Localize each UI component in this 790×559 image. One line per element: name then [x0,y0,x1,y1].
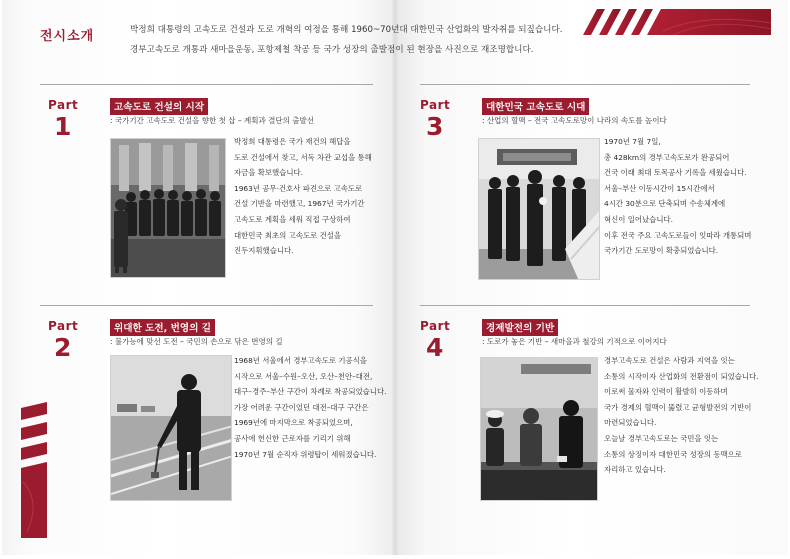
body-line: 1970년 7월 순직자 위령탑이 세워졌습니다. [234,449,377,459]
body-line: 국가기간 도로망이 확충되었습니다. [604,246,719,256]
part-subtitle: : 불가능에 맞선 도전 – 국민의 손으로 닦은 번영의 길 [110,337,283,346]
intro-title: 전시소개 [40,29,95,44]
body-line: 이후 전국 주요 고속도로들이 잇따라 개통되며 [604,230,752,240]
photo-highway-opening-ceremony [478,138,600,280]
part-number: 4 [426,333,444,362]
part-1-body [234,134,372,259]
part-3-section [420,98,790,308]
body-line: 1963년 공무·건호사 파견으로 고속도로 [234,183,363,193]
body-line: 건국 이래 최대 토목공사 기록을 세웠습니다. [604,168,747,178]
body-line: 건설 기반을 마련했고, 1967년 국가기간 [234,199,365,209]
part-4-body [604,353,759,478]
part-number: 2 [54,333,72,362]
body-line: 1970년 7월 7일, [604,137,661,146]
body-line: 혁신이 일어났습니다. [604,214,673,224]
body-line: 1969년에 마지막으로 착공되었으며, [234,418,353,428]
part-title: 위대한 도전, 번영의 길 [110,319,215,336]
part-subtitle: : 국가기간 고속도로 건설을 향한 첫 삽 – 계획과 결단의 출발선 [110,116,314,125]
body-line: 도로 건설에서 찾고, 서독 차관 교섭을 통해 [234,152,372,162]
part-subtitle: : 도로가 놓은 기반 – 새마을과 철강의 기적으로 이어지다 [482,337,667,346]
body-line: 박정희 대통령은 국가 재건의 해답을 [234,137,351,146]
body-line: 소통의 시작이자 산업화의 전환점이 되었습니다. [604,371,759,381]
part-2-body [234,353,386,462]
body-line: 서울–부산 이동시간이 15시간에서 [604,183,715,193]
decorative-stripes-top [583,9,771,35]
part-label: Part [420,98,451,112]
photo-officials-lineup [110,138,226,278]
body-line: 1968년 서울에서 경부고속도로 기공식을 [234,356,367,365]
body-line: 대한민국 최초의 고속도로 건설을 [234,230,342,240]
body-line: 오늘날 경부고속도로는 국민을 잇는 [604,433,719,443]
body-line: 고속도로 계획을 세워 직접 구상하여 [234,214,351,224]
part-1-section [48,98,418,308]
body-line: 대구–경주–부산 구간이 차례로 착공되었습니다. [234,387,387,397]
photo-groundbreaking-ceremony [110,355,232,501]
body-line: 가장 어려운 구간이었던 대전–대구 구간은 [234,402,369,412]
part-title: 고속도로 건설의 시작 [110,98,208,115]
part-subtitle: : 산업의 혈맥 – 전국 고속도로망이 나라의 속도를 높이다 [482,116,667,125]
body-line: 자금을 확보했습니다. [234,168,303,178]
body-line: 마련되었습니다. [604,418,657,428]
divider-right-top [420,84,750,85]
body-line: 자리하고 있습니다. [604,465,666,475]
body-line: 공사에 헌신한 근로자를 기리기 위해 [234,433,351,443]
part-label: Part [48,98,79,112]
intro-line-2: 경부고속도로 개통과 새마을운동, 포항제철 착공 등 국가 성장의 출발점이 된 현장을 사진으로 재조명합니다. [130,45,534,55]
body-line: 시작으로 서울–수원–오산, 오산–천안–대전, [234,371,373,381]
body-line: 소통의 상징이자 대한민국 성장의 동맥으로 [604,449,742,459]
part-3-body [604,134,751,259]
photo-steelworks-groundbreaking [480,357,598,501]
body-line: 진두지휘했습니다. [234,246,294,256]
part-label: Part [420,319,451,333]
part-number: 3 [426,112,444,141]
part-title: 경제발전의 기반 [482,319,558,336]
body-line: 이로써 물자와 인력이 활발히 이동하며 [604,387,728,397]
body-line: 국가 경제의 혈맥이 뚫렸고 균형발전의 기반이 [604,402,752,412]
divider-left-top [40,84,373,85]
part-2-section [48,319,418,529]
body-line: 총 428km의 경부고속도로가 완공되어 [604,152,730,162]
part-4-section [420,319,790,529]
body-line: 경부고속도로 건설은 사람과 지역을 잇는 [604,356,735,365]
part-number: 1 [54,112,72,141]
part-label: Part [48,319,79,333]
intro-line-1: 박정희 대통령의 고속도로 건설과 도로 개혁의 여정을 통해 1960~70년대 대한민국 산업화의 발자취를 되짚습니다. [130,25,563,35]
body-line: 4시간 30분으로 단축되며 수송체계에 [604,199,726,209]
part-title: 대한민국 고속도로 시대 [482,98,589,115]
